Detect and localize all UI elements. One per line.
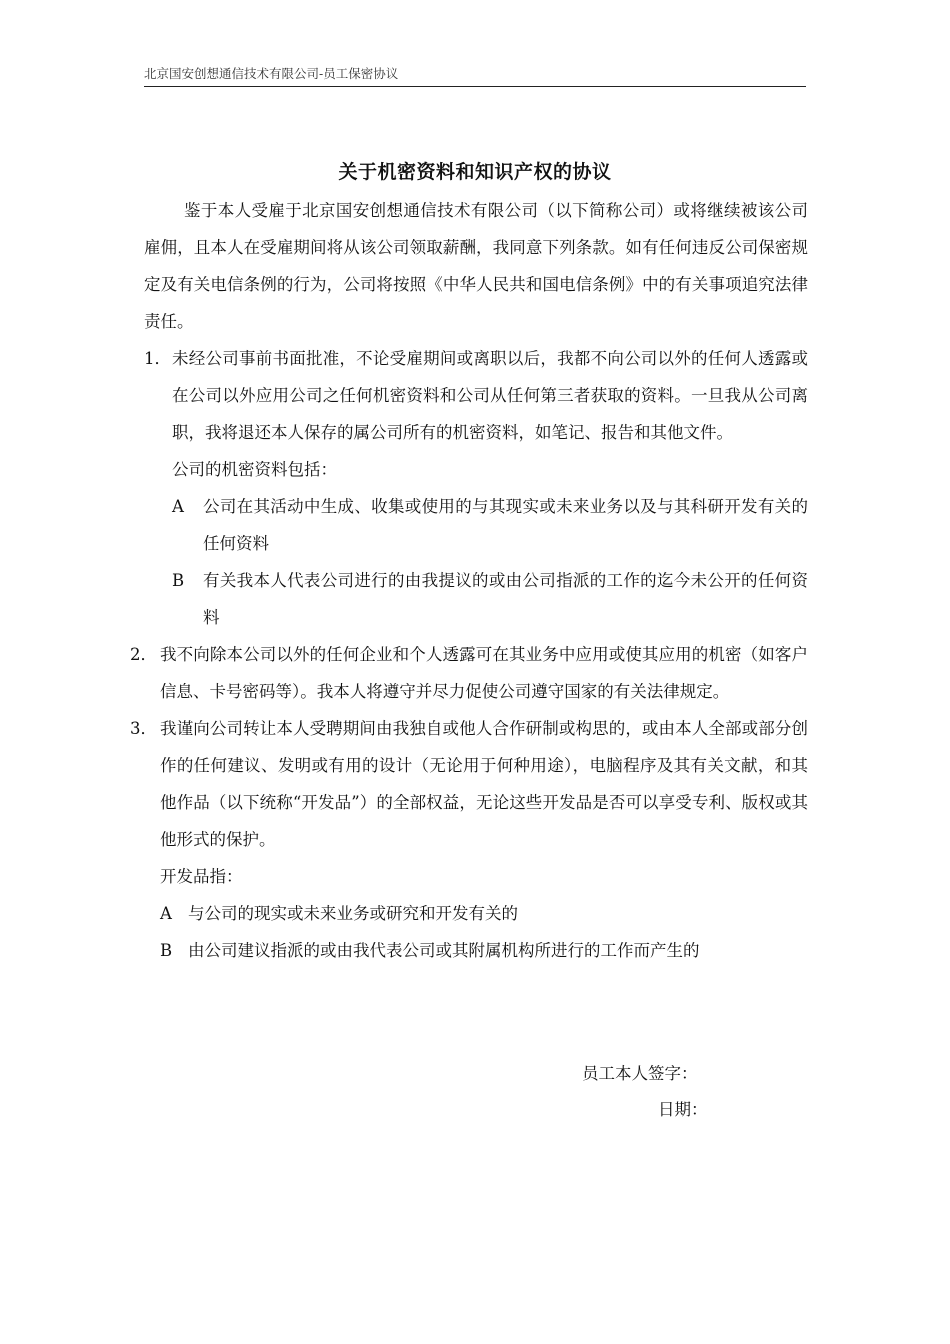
clause-text: 我谨向公司转让本人受聘期间由我独自或他人合作研制或构思的，或由本人全部或部分创作的任何建议、发明或有用的设计（无论用于何种用途），电脑程序及其有关文献，和其他作品（以下统称“开发品”）的全部权益，无论这些开发品是否可以享受专利、版权或其他形式的保护。 xyxy=(160,719,808,849)
clause-2 xyxy=(0,636,808,710)
clause-3-sub-b xyxy=(0,932,808,969)
intro-paragraph: 鉴于本人受雇于北京国安创想通信技术有限公司（以下简称公司）或将继续被该公司雇佣，且本人在受雇期间将从该公司领取薪酬，我同意下列条款。如有任何违反公司保密规定及有关电信条例的行为，公司将按照《中华人民共和国电信条例》中的有关事项追究法律责任。 xyxy=(144,201,808,331)
clause-1-sub-b xyxy=(0,562,808,636)
clause-1-sub-heading: 公司的机密资料包括： xyxy=(172,460,337,479)
clause-number: 3． xyxy=(130,719,157,738)
document-body xyxy=(0,192,950,969)
clause-1 xyxy=(0,340,808,451)
clause-3-sub-heading: 开发品指： xyxy=(160,867,243,886)
sub-letter: B xyxy=(172,571,185,590)
date-label: 日期： xyxy=(658,1100,708,1119)
clause-text: 我不向除本公司以外的任何企业和个人透露可在其业务中应用或使其应用的机密（如客户信息、卡号密码等）。我本人将遵守并尽力促使公司遵守国家的有关法律规定。 xyxy=(160,645,808,701)
sub-letter: B xyxy=(160,941,173,960)
sub-text: 与公司的现实或未来业务或研究和开发有关的 xyxy=(188,904,518,923)
sub-text: 有关我本人代表公司进行的由我提议的或由公司指派的工作的迄今未公开的任何资料 xyxy=(203,571,808,627)
clause-3-sub-a xyxy=(0,895,808,932)
clause-text: 未经公司事前书面批准，不论受雇期间或离职以后，我都不向公司以外的任何人透露或在公司以外应用公司之任何机密资料和公司从任何第三者获取的资料。一旦我从公司离职，我将退还本人保存的属公司所有的机密资料，如笔记、报告和其他文件。 xyxy=(172,349,808,442)
sub-letter: A xyxy=(160,904,172,923)
sub-letter: A xyxy=(172,497,184,516)
sub-text: 由公司建议指派的或由我代表公司或其附属机构所进行的工作而产生的 xyxy=(188,941,700,960)
clause-number: 1． xyxy=(144,349,171,368)
header-text: 北京国安创想通信技术有限公司-员工保密协议 xyxy=(144,66,399,81)
sub-text: 公司在其活动中生成、收集或使用的与其现实或未来业务以及与其科研开发有关的任何资料 xyxy=(203,497,808,553)
document-title: 关于机密资料和知识产权的协议 xyxy=(338,161,612,183)
employee-signature-label: 员工本人签字： xyxy=(582,1064,698,1083)
clause-3 xyxy=(0,710,808,858)
clause-number: 2． xyxy=(130,645,157,664)
page-header xyxy=(144,64,806,87)
clause-1-sub-a xyxy=(0,488,808,562)
